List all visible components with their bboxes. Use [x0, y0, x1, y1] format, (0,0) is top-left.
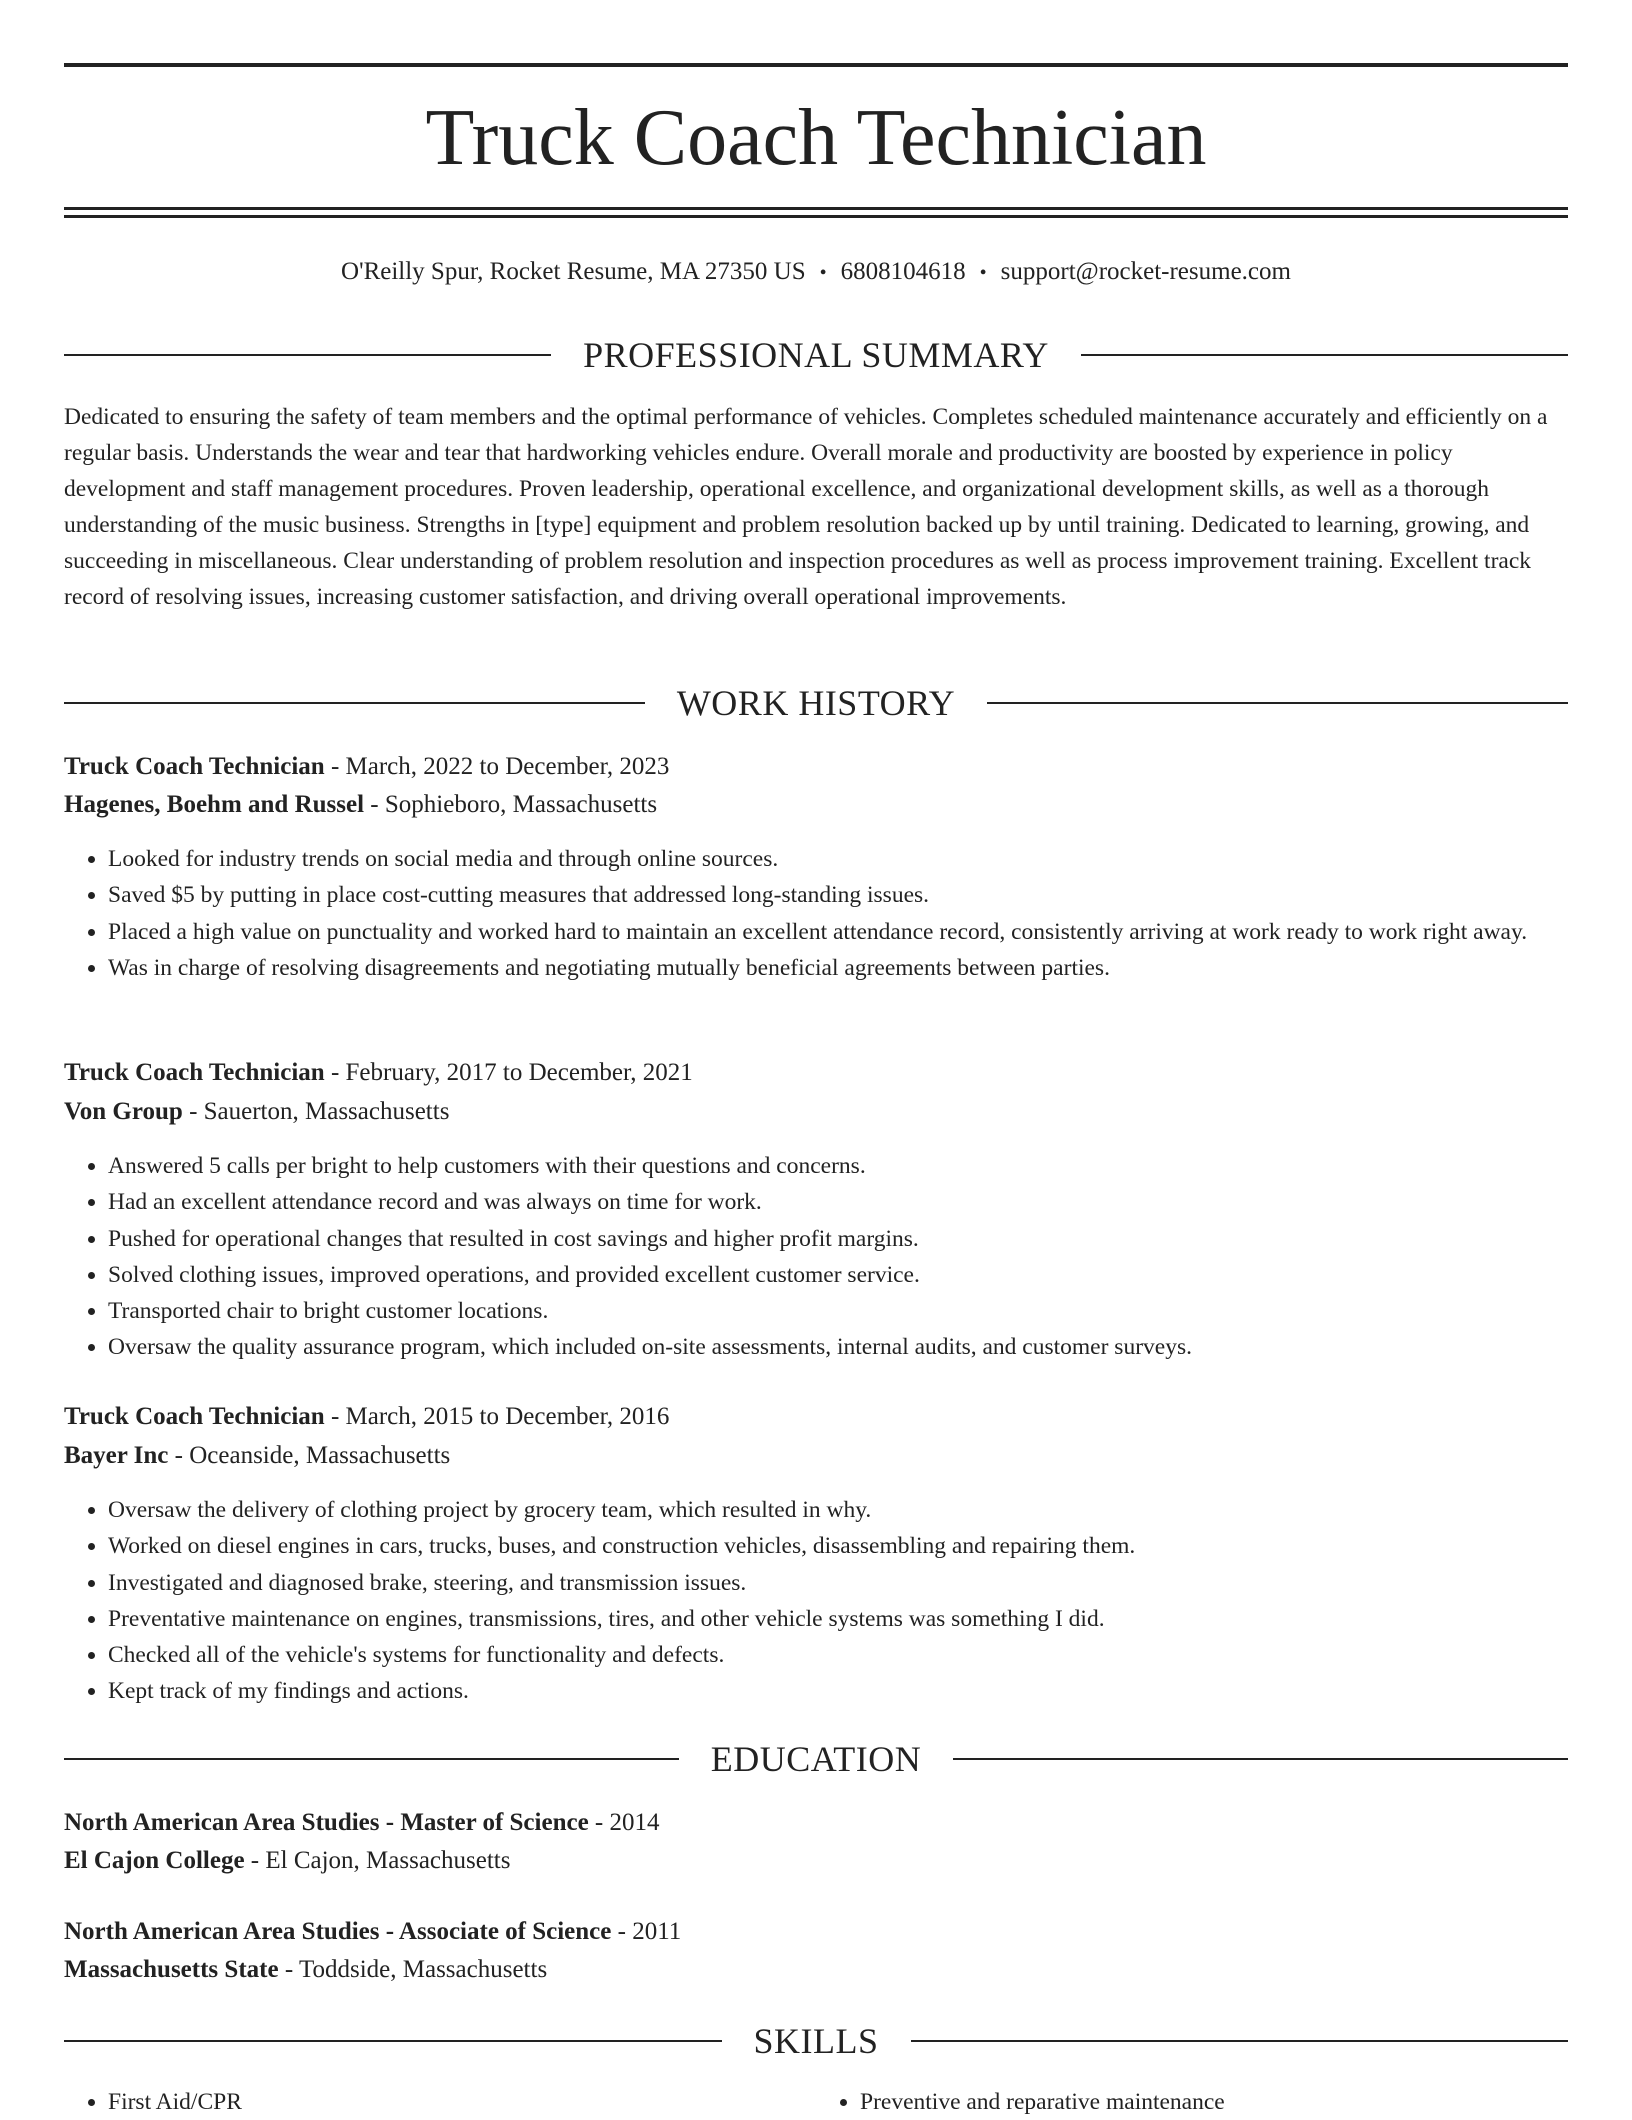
job-location: - Oceanside, Massachusetts [168, 1442, 451, 1469]
job-title: Truck Coach Technician [64, 1403, 325, 1430]
section-heading-skills [64, 2019, 1568, 2063]
education-location: - El Cajon, Massachusetts [244, 1847, 511, 1874]
header-rule-upper [64, 207, 1568, 210]
job-title-line [64, 1055, 1568, 1091]
heading-rule [64, 702, 645, 704]
education-school-line [64, 1952, 1568, 1988]
skill-item: • Preventive and reparative maintenance [860, 2084, 1568, 2120]
list-item: • Transported chair to bright customer locations. [108, 1293, 1568, 1329]
list-item: • Placed a high value on punctuality and worked hard to maintain an excellent attendance record, consistently arriving at work ready to work right away. [108, 914, 1568, 950]
education-location: - Toddside, Massachusetts [278, 1956, 548, 1983]
skills-columns [64, 2084, 1568, 2120]
job-title: Truck Coach Technician [64, 753, 325, 780]
job-title: Truck Coach Technician [64, 1059, 325, 1086]
education-degree: North American Area Studies - Master of Science [64, 1809, 589, 1836]
heading-rule [1081, 354, 1568, 356]
heading-rule [987, 702, 1568, 704]
section-title: WORK HISTORY [676, 683, 956, 723]
heading-rule [64, 1758, 679, 1760]
heading-rule [911, 2040, 1569, 2042]
education-year: - 2011 [611, 1918, 682, 1945]
skills-list-right [816, 2084, 1568, 2120]
resume-name: Truck Coach Technician [425, 94, 1207, 182]
contact-line [64, 254, 1568, 291]
section-title: EDUCATION [710, 1739, 922, 1779]
job-location: - Sophieboro, Massachusetts [364, 791, 658, 818]
job-dates: - February, 2017 to December, 2021 [324, 1059, 693, 1086]
list-item: • Solved clothing issues, improved operations, and provided excellent customer service. [108, 1257, 1568, 1293]
job-location: - Sauerton, Massachusetts [182, 1098, 450, 1125]
education-degree-line [64, 1914, 1568, 1950]
job-bullets [64, 1148, 1568, 1366]
heading-rule [953, 1758, 1568, 1760]
contact-phone: 6808104618 [840, 258, 966, 285]
summary-text: Dedicated to ensuring the safety of team members and the optimal performance of vehicles. Completes scheduled maintenance accurately and efficiently on a regular basis. Understands the wear and tear that hardworking vehicles endure. Overall morale and productivity are boosted by experience in policy development and staff management procedures. Proven leadership, operational excellence, and organizational development skills, as well as a thorough understanding of the music business. Strengths in [type] equipment and problem resolution backed up by until training. Dedicated to learning, growing, and succeeding in miscellaneous. Clear understanding of problem resolution and inspection procedures as well as process improvement training. Excellent track record of resolving issues, increasing customer satisfaction, and driving overall operational improvements. [64, 404, 1548, 610]
education-school-line [64, 1843, 1568, 1879]
list-item: • Kept track of my findings and actions. [108, 1673, 1568, 1709]
section-heading-work-history [64, 681, 1568, 725]
skill-item: • First Aid/CPR [108, 2084, 816, 2120]
list-item: • Oversaw the delivery of clothing project by grocery team, which resulted in why. [108, 1492, 1568, 1528]
education-school: Massachusetts State [64, 1956, 279, 1983]
list-item: • Preventative maintenance on engines, transmissions, tires, and other vehicle systems was something I did. [108, 1601, 1568, 1637]
top-rule [64, 63, 1568, 67]
section-title: PROFESSIONAL SUMMARY [583, 335, 1049, 375]
job-title-line [64, 1399, 1568, 1435]
heading-rule [64, 354, 551, 356]
list-item: • Worked on diesel engines in cars, trucks, buses, and construction vehicles, disassembling and repairing them. [108, 1528, 1568, 1564]
education-school: El Cajon College [64, 1847, 245, 1874]
list-item: • Checked all of the vehicle's systems for functionality and defects. [108, 1637, 1568, 1673]
contact-address: O'Reilly Spur, Rocket Resume, MA 27350 US [341, 258, 806, 285]
education-degree-line [64, 1805, 1568, 1841]
list-item: • Investigated and diagnosed brake, steering, and transmission issues. [108, 1565, 1568, 1601]
contact-email: support@rocket-resume.com [1000, 258, 1291, 285]
skills-list-left [64, 2084, 816, 2120]
heading-rule [64, 2040, 722, 2042]
contact-separator: • [979, 262, 987, 284]
job-title-line [64, 749, 1568, 785]
job-company-line [64, 1438, 1568, 1474]
header-rule-lower [64, 215, 1568, 218]
job-bullets [64, 841, 1568, 986]
job-company: Hagenes, Boehm and Russel [64, 791, 365, 818]
list-item: • Was in charge of resolving disagreements and negotiating mutually beneficial agreements between parties. [108, 950, 1568, 986]
list-item: • Pushed for operational changes that resulted in cost savings and higher profit margins. [108, 1221, 1568, 1257]
job-dates: - March, 2022 to December, 2023 [324, 753, 670, 780]
list-item: • Oversaw the quality assurance program, which included on-site assessments, internal audits, and customer surveys. [108, 1329, 1568, 1365]
job-company: Bayer Inc [64, 1442, 169, 1469]
section-title: SKILLS [753, 2021, 879, 2061]
job-company: Von Group [64, 1098, 183, 1125]
list-item: • Answered 5 calls per bright to help customers with their questions and concerns. [108, 1148, 1568, 1184]
section-heading-summary [64, 333, 1568, 377]
education-degree: North American Area Studies - Associate of Science [64, 1918, 612, 1945]
education-year: - 2014 [588, 1809, 660, 1836]
job-company-line [64, 1094, 1568, 1130]
list-item: • Looked for industry trends on social media and through online sources. [108, 841, 1568, 877]
section-heading-education [64, 1737, 1568, 1781]
job-company-line [64, 787, 1568, 823]
list-item: • Had an excellent attendance record and was always on time for work. [108, 1184, 1568, 1220]
job-dates: - March, 2015 to December, 2016 [324, 1403, 670, 1430]
contact-separator: • [819, 262, 827, 284]
list-item: • Saved $5 by putting in place cost-cutting measures that addressed long-standing issues. [108, 877, 1568, 913]
job-bullets [64, 1492, 1568, 1710]
